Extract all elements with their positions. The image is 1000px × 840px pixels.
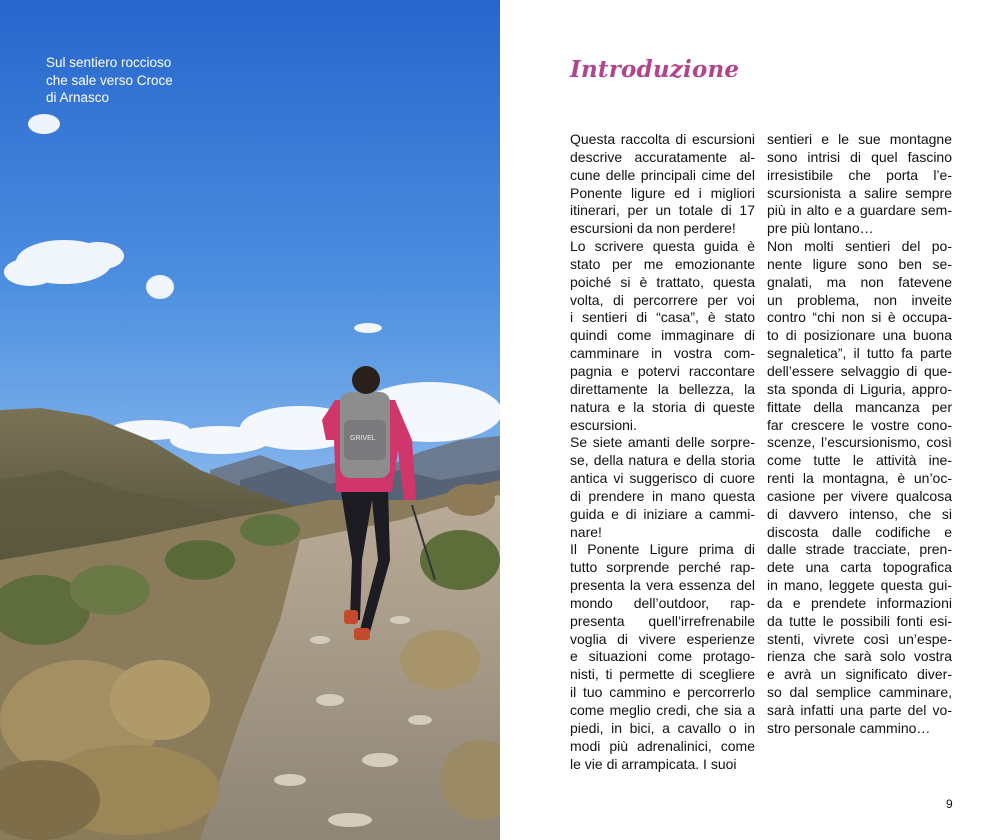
text-line: dete una carta topografica xyxy=(767,559,952,576)
text-line: sono intrisi di quel fascino xyxy=(767,148,952,165)
text-line: scenze, l’escursionismo, così xyxy=(767,434,952,451)
text-line: presenta la vera essenza del xyxy=(570,577,755,594)
text-line: descrive accuratamente al- xyxy=(570,148,755,165)
text-line: come tutte le attività ine- xyxy=(767,452,952,469)
text-line: casione per vivere qualcosa xyxy=(767,487,952,504)
text-line: pagnia e potervi raccontare xyxy=(570,362,755,379)
text-line: discosta dalle codifiche e xyxy=(767,523,952,540)
text-line: nisti, ti permette di scegliere xyxy=(570,666,755,683)
text-line: direttamente la bellezza, la xyxy=(570,380,755,397)
text-line: modi più adrenalinici, come xyxy=(570,737,755,754)
text-line: Lo scrivere questa guida è xyxy=(570,238,755,255)
text-line: camminare in vostra com- xyxy=(570,345,755,362)
text-line: sarà infatti una parte del vo- xyxy=(767,702,952,718)
text-line: voglia di vivere esperienze xyxy=(570,630,755,647)
backpack-logo: GRIVEL xyxy=(350,435,376,442)
text-line: far crescere le vostre cono- xyxy=(767,416,952,433)
text-line: scursionista a salire sempre xyxy=(767,184,952,201)
text-line: itinerari, per un totale di 17 xyxy=(570,202,755,219)
text-line: contro “chi non si è occupa- xyxy=(767,309,952,326)
page-number: 9 xyxy=(946,797,953,811)
text-line: mondo dell’outdoor, rap- xyxy=(570,594,755,611)
text-line: escursioni da non perdere! xyxy=(570,220,736,237)
text-line: come meglio credi, che sia a xyxy=(570,702,755,718)
text-line: volta, di percorrere per voi xyxy=(570,291,755,308)
text-line: di prendere in mano questa xyxy=(570,487,755,504)
text-line: so dal semplice camminare, xyxy=(767,684,952,701)
text-line: Ponente ligure ed i migliori xyxy=(570,184,755,201)
text-line: e situazioni come protago- xyxy=(570,648,755,665)
text-line: irresistibile che porta l’e- xyxy=(767,166,952,183)
text-line: presenta quell’irrefrenabile xyxy=(570,612,755,629)
text-line: da e prendete informazioni xyxy=(767,594,952,611)
text-line: stato per me emozionante xyxy=(570,255,755,272)
text-line: fittate della mancanza per xyxy=(767,398,952,415)
text-line: di davvero intenso, che si xyxy=(767,505,952,522)
text-line: guida e di iniziare a cammi- xyxy=(570,505,755,522)
text-line: quindi come immaginare di xyxy=(570,327,755,344)
text-line: e avrà un significato diver- xyxy=(767,666,952,683)
text-line: gnalati, ma non fatevene xyxy=(767,273,952,290)
text-line: sta sponda di Liguria, appro- xyxy=(767,380,952,397)
text-page xyxy=(500,0,1000,840)
text-line: in mano, leggete questa gui- xyxy=(767,577,952,594)
text-line: stro personale cammino… xyxy=(767,719,931,736)
text-line: sentieri e le sue montagne xyxy=(767,131,952,147)
text-line: antica vi suggerisco di cuore xyxy=(570,470,755,487)
photo-caption xyxy=(46,54,206,107)
text-line: Non molti sentieri del po- xyxy=(767,238,952,255)
text-line: natura e la storia di queste xyxy=(570,398,755,415)
text-line: Il Ponente Ligure prima di xyxy=(570,541,755,558)
text-line: renti la montagna, è un’oc- xyxy=(767,470,952,487)
text-line: Questa raccolta di escursioni xyxy=(570,131,755,147)
caption-line: Sul sentiero roccioso xyxy=(46,55,172,70)
chapter-title: Introduzione xyxy=(570,56,740,83)
text-line: pre più lontano… xyxy=(767,220,874,237)
caption-line: di Arnasco xyxy=(46,90,110,105)
text-line: tutto sorprende perché rap- xyxy=(570,559,755,576)
text-line: se, della natura e della storia xyxy=(570,452,755,469)
text-line: piedi, in bici, a cavallo o in xyxy=(570,719,755,736)
text-line: i sentieri di “casa”, è stato xyxy=(570,309,755,326)
text-line: nente ligure sono ben se- xyxy=(767,255,952,272)
text-column-left xyxy=(570,131,755,773)
text-line: Se siete amanti delle sorpre- xyxy=(570,434,755,451)
text-line: le vie di arrampicata. I suoi xyxy=(570,755,737,772)
text-column-right xyxy=(767,131,952,738)
text-line: poiché si è trattato, questa xyxy=(570,273,755,290)
text-line: cune delle principali cime del xyxy=(570,166,755,183)
text-line: da tutte le possibili fonti esi- xyxy=(767,612,952,629)
text-line: dell’essere selvaggio di que- xyxy=(767,362,952,379)
text-line: to di posizionare una buona xyxy=(767,327,952,344)
text-line: più in alto e a guardare sem- xyxy=(767,202,952,219)
text-line: rienza che sarà solo vostra xyxy=(767,648,952,665)
text-line: stenti, vivrete così un’espe- xyxy=(767,630,952,647)
text-line: escursioni. xyxy=(570,416,637,433)
caption-line: che sale verso Croce xyxy=(46,72,173,88)
text-line: un problema, non inveite xyxy=(767,291,952,308)
text-line: il tuo cammino e percorrerlo xyxy=(570,684,755,701)
text-line: nare! xyxy=(570,523,602,540)
text-line: dalle strade tracciate, pren- xyxy=(767,541,952,558)
text-line: segnaletica”, il tutto fa parte xyxy=(767,345,952,362)
